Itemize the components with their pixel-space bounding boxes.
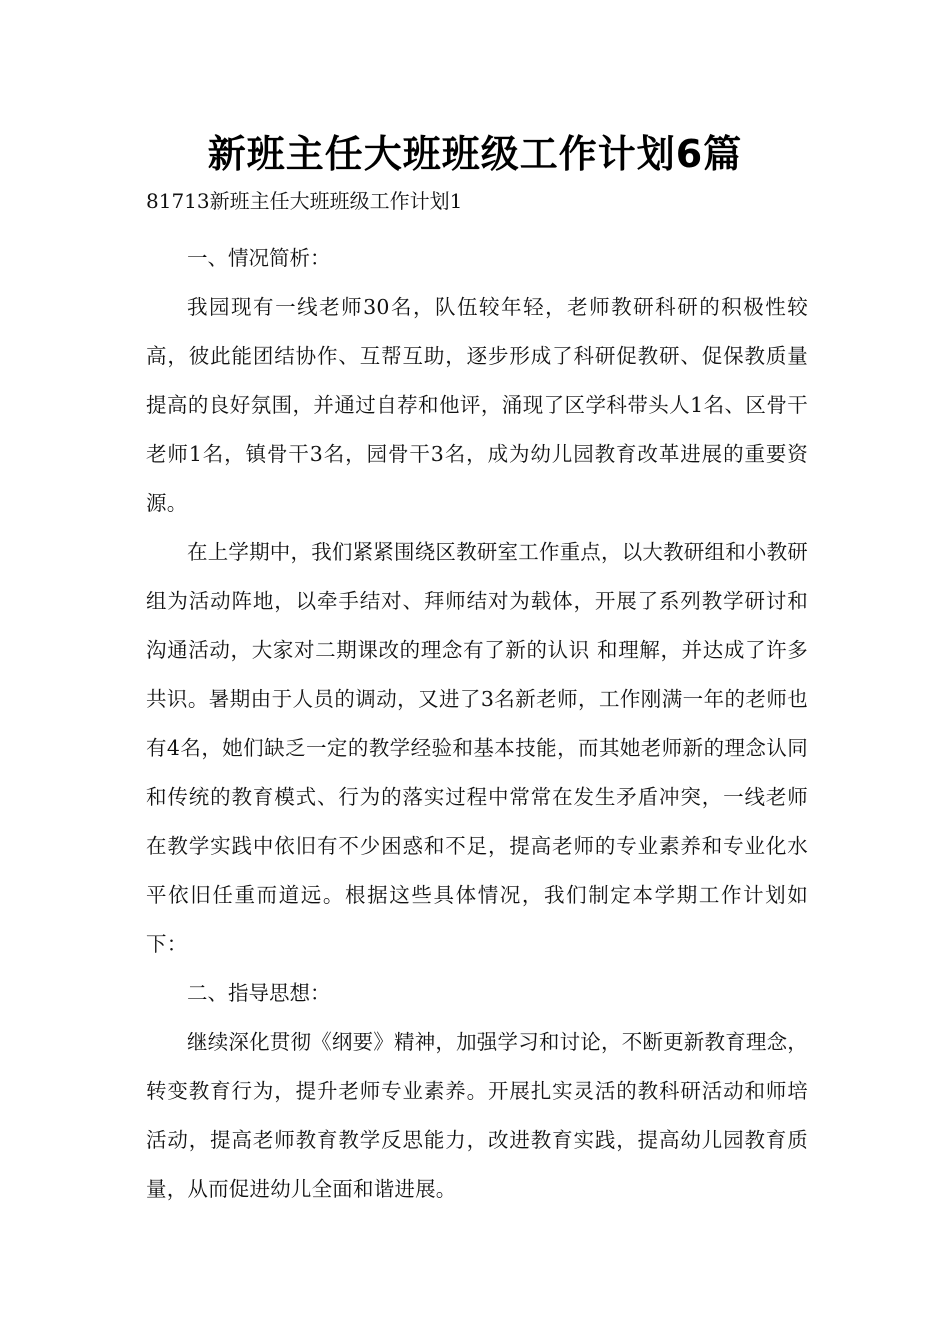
paragraph-situation-2: 在上学期中，我们紧紧围绕区教研室工作重点，以大教研组和小教研组为活动阵地，以牵手结对、拜师结对为载体，开展了系列教学研讨和沟通活动，大家对二期课改的理念有了新的认识 和理解，并达成了许多共识。暑期由于人员的调动，又进了3名新老师，工作刚满一年的老师也有4名，她们缺乏一定的教学经验和基本技能，而其她老师新的理念认同和传统的教育模式、行为的落实过程中常常在发生矛盾冲突，一线老师在教学实践中依旧有不少困惑和不足，提高老师的专业素养和专业化水平依旧任重而道远。根据这些具体情况，我们制定本学期工作计划如下： bbox=[146, 540, 808, 956]
paragraph-guidance: 继续深化贯彻《纲要》精神，加强学习和讨论，不断更新教育理念，转变教育行为，提升老师专业素养。开展扎实灵活的教科研活动和师培活动，提高老师教育教学反思能力，改进教育实践，提高幼儿园教育质量，从而促进幼儿全面和谐进展。 bbox=[146, 1030, 808, 1201]
document-subtitle: 81713新班主任大班班级工作计划1 bbox=[146, 189, 463, 213]
document-title: 新班主任大班班级工作计划6篇 bbox=[207, 132, 743, 176]
section-heading-situation: 一、情况简析： bbox=[187, 246, 331, 270]
section-heading-guidance: 二、指导思想： bbox=[187, 981, 331, 1005]
document-body bbox=[146, 234, 808, 1214]
paragraph-situation-1: 我园现有一线老师30名，队伍较年轻，老师教研科研的积极性较高，彼此能团结协作、互帮互助，逐步形成了科研促教研、促保教质量提高的良好氛围，并通过自荐和他评，涌现了区学科带头人1名、区骨干老师1名，镇骨干3名，园骨干3名，成为幼儿园教育改革进展的重要资源。 bbox=[146, 295, 808, 515]
